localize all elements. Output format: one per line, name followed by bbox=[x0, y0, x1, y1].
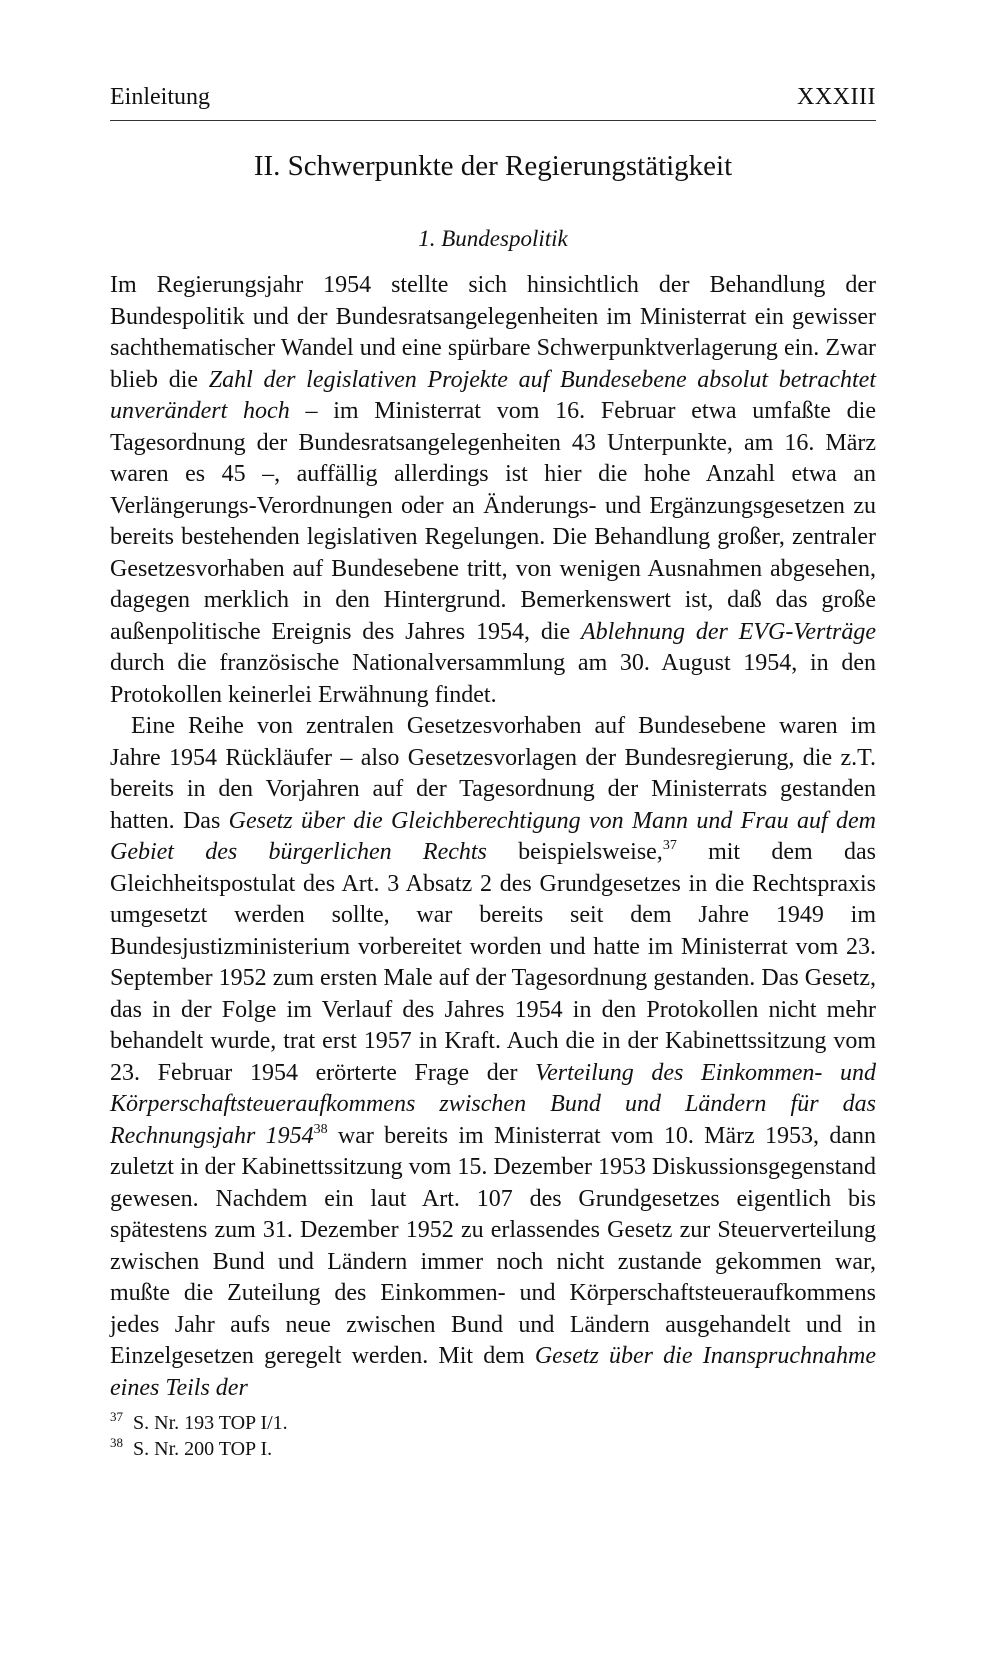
footnote-text: S. Nr. 193 TOP I/1. bbox=[133, 1412, 288, 1434]
text-run: Eine Reihe von zentralen Gesetzesvorhaben auf Bundesebene waren im Jahre 1954 Rückläufer – also Gesetzesvorlagen der Bundesregierung, die z.T. bereits in den Vorjahren auf der Tagesordnung der Ministerrats gestanden hatten. Das bbox=[110, 713, 876, 834]
text-run: mit dem das Gleichheitspostulat des Art. 3 Absatz 2 des Grundgesetzes in die Rechtspraxis umgesetzt werden sollte, war bereits seit dem Jahre 1949 im Bundesjustizministerium vorbereitet worden und hatte im Ministerrat vom 23. September 1952 zum ersten Male auf der Tagesordnung gestanden. Das Gesetz, das in der Folge im Verlauf des Jahres 1954 in den Protokollen nicht mehr behandelt wurde, trat erst 1957 in Kraft. Auch die in der Kabinettssitzung vom 23. Februar 1954 erörterte Frage der bbox=[110, 839, 876, 1086]
paragraph-2 bbox=[110, 711, 876, 1404]
footnote-text: S. Nr. 200 TOP I. bbox=[133, 1438, 273, 1460]
text-run: Im Regierungsjahr 1954 stellte sich hinsichtlich der Behandlung der Bundespolitik und der Bundesratsangelegenheiten im Ministerrat ein gewisser sachthematischer Wandel und eine spürbare Schwerpunktverlagerung ein. Zwar blieb die bbox=[110, 272, 876, 393]
footnotes bbox=[110, 1410, 876, 1462]
italic-run: Zahl der legislativen Projekte auf Bundesebene absolut betrachtet unverändert hoch bbox=[110, 366, 876, 424]
italic-run: Gesetz über die Gleichberechtigung von Mann und Frau auf dem Gebiet des bürgerlichen Rechts bbox=[110, 807, 877, 865]
italic-run: Gesetz über die Inanspruchnahme eines Teils der bbox=[110, 1343, 877, 1401]
paragraph-1 bbox=[110, 270, 876, 711]
running-head bbox=[110, 84, 876, 121]
footnote-ref-38[interactable]: 38 bbox=[313, 1121, 328, 1137]
running-head-section: Einleitung bbox=[110, 84, 210, 110]
footnote-37 bbox=[110, 1410, 876, 1436]
section-title: 1. Bundespolitik bbox=[418, 226, 568, 251]
text-run: beispielsweise, bbox=[486, 839, 663, 865]
body-text bbox=[110, 270, 876, 1404]
footnote-38 bbox=[110, 1436, 876, 1462]
footnote-ref-37[interactable]: 37 bbox=[662, 838, 677, 853]
text-run: war bereits im Ministerrat vom 10. März 1953, dann zuletzt in der Kabinettssitzung vom 15. Dezember 1953 Diskussionsgegenstand gewesen. Nachdem ein laut Art. 107 des Grundgesetzes eigentlich bis spätestens zum 31. Dezember 1952 zu erlassendes Gesetz zur Steuerverteilung zwischen Bund und Ländern immer noch nicht zustande gekommen war, mußte die Zuteilung des Einkommen- und Körperschaftsteueraufkommens jedes Jahr aufs neue zwischen Bund und Ländern ausgehandelt und in Einzelgesetzen geregelt werden. Mit dem bbox=[110, 1122, 876, 1369]
italic-run: Ablehnung der EVG-Verträge bbox=[581, 618, 876, 645]
page-number: XXXIII bbox=[797, 84, 876, 110]
footnote-number: 38 bbox=[110, 1435, 123, 1451]
footnote-number: 37 bbox=[110, 1409, 123, 1425]
chapter-title: II. Schwerpunkte der Regierungstätigkeit bbox=[253, 150, 733, 182]
text-run: – im Ministerrat vom 16. Februar etwa umfaßte die Tagesordnung der Bundesratsangelegenheiten 43 Unterpunkte, am 16. März waren es 45 –, auffällig allerdings ist hier die hohe Anzahl etwa an Verlängerungs-Verordnungen oder an Änderungs- und Ergänzungsgesetzen zu bereits bestehenden legislativen Regelungen. Die Behandlung großer, zentraler Gesetzesvorhaben auf Bundesebene tritt, von wenigen Ausnahmen abgesehen, dagegen merklich in den Hintergrund. Bemerkenswert ist, daß das große außenpolitische Ereignis des Jahres 1954, die bbox=[110, 398, 876, 645]
text-run: durch die französische Nationalversammlung am 30. August 1954, in den Protokollen keinerlei Erwähnung findet. bbox=[110, 650, 876, 708]
italic-run: Verteilung des Einkommen- und Körperschaftsteueraufkommens zwischen Bund und Ländern für das Rechnungsjahr 1954 bbox=[110, 1059, 876, 1149]
